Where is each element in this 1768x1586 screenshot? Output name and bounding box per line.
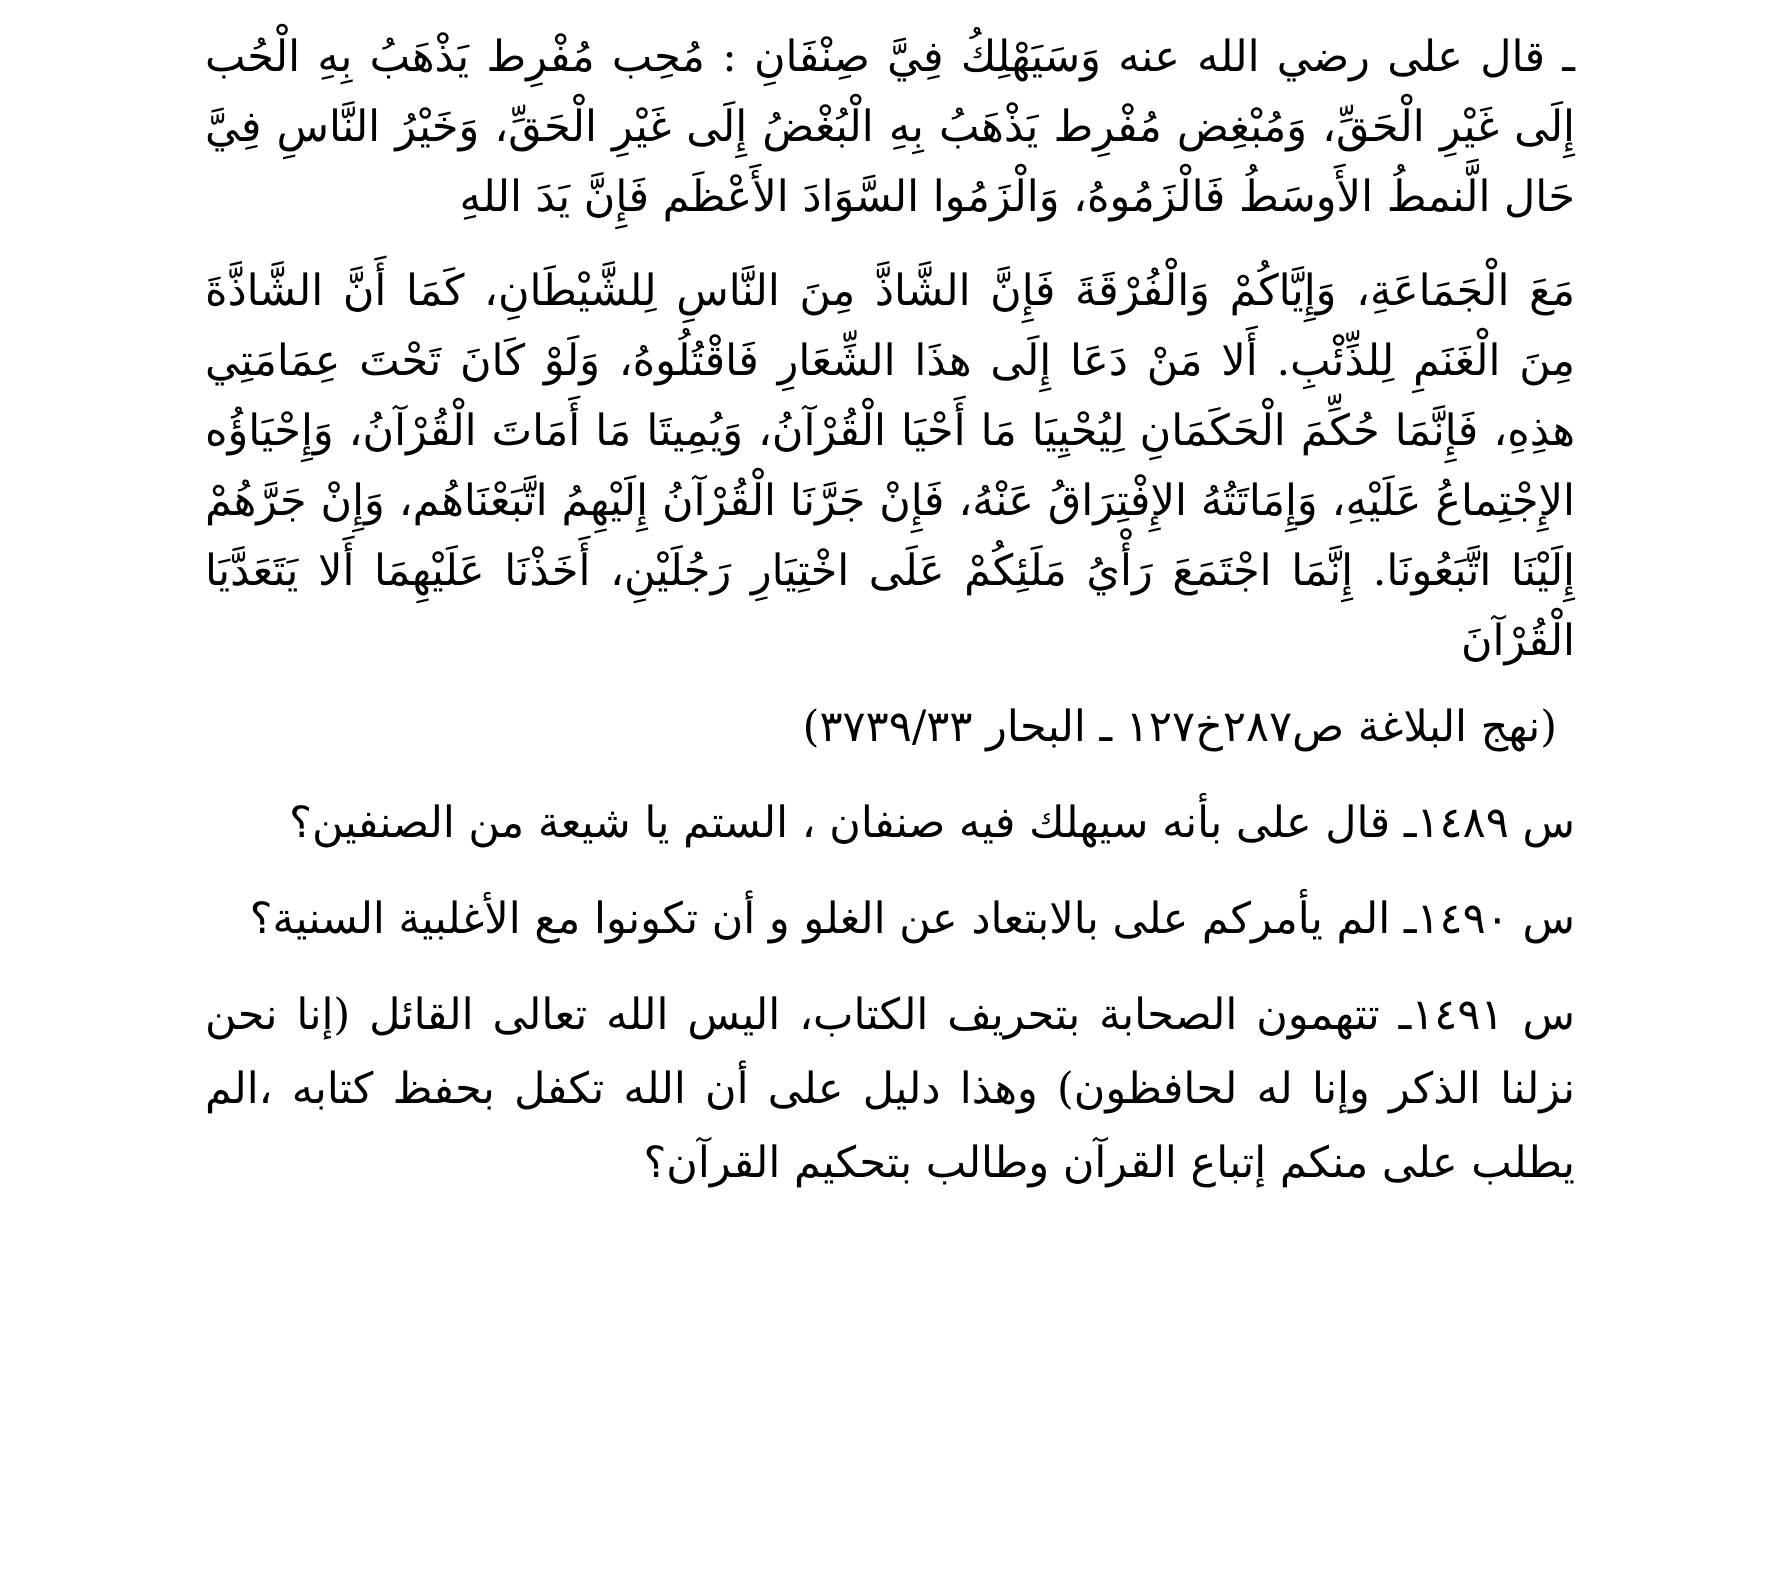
question-1491: س ١٤٩١ـ تتهمون الصحابة بتحريف الكتاب، اليس الله تعالى القائل (إنا نحن نزلنا الذكر وإنا له لحافظون) وهذا دليل على أن الله تكفل بحفظ كتابه ،الم يطلب على منكم إتباع القرآن وطالب بتحكيم القرآن؟ [205, 990, 1575, 1188]
source-reference: (نهج البلاغة ص٢٨٧خ١٢٧ ـ البحار ٣٧٣٩/٣٣) [802, 702, 1557, 752]
quote-paragraph-2: مَعَ الْجَمَاعَةِ، وَإِيَّاكُمْ وَالْفُرْقَةَ فَإِنَّ الشَّاذَّ مِنَ النَّاسِ لِلشَّيْطَانِ، كَمَا أَنَّ الشَّاذَّةَ مِنَ الْغَنَمِ لِلذِّئْبِ. أَلا مَنْ دَعَا إِلَى هذَا الشِّعَارِ فَاقْتُلُوهُ، وَلَوْ كَانَ تَحْتَ عِمَامَتِي هذِهِ، فَإِنَّمَا حُكِّمَ الْحَكَمَانِ لِيُحْيِيَا مَا أَحْيَا الْقُرْآنُ، وَيُمِيتَا مَا أَمَاتَ الْقُرْآنُ، وَإِحْيَاؤُه الإِجْتِماعُ عَلَيْهِ، وَإِمَاتَتُهُ الإِفْتِرَاقُ عَنْهُ، فَإِنْ جَرَّنَا الْقُرْآنُ إِلَيْهِمُ اتَّبَعْنَاهُم، وَإِنْ جَرَّهُمْ إِلَيْنَا اتَّبَعُونَا. إِنَّمَا اجْتَمَعَ رَأْيُ مَلَئِكُمْ عَلَى اخْتِيَارِ رَجُلَيْنِ، أَخَذْنَا عَلَيْهِمَا أَلا يَتَعَدَّيَا الْقُرْآنَ [205, 266, 1575, 666]
question-1489: س ١٤٨٩ـ قال على بأنه سيهلك فيه صنفان ، الستم يا شيعة من الصنفين؟ [289, 798, 1575, 848]
question-1490: س ١٤٩٠ـ الم يأمركم على بالابتعاد عن الغلو و أن تكونوا مع الأغلبية السنية؟ [249, 894, 1575, 944]
quote-paragraph-1: ـ قال على رضي الله عنه وَسَيَهْلِكُ فِيَّ صِنْفَانِ : مُحِب مُفْرِط يَذْهَبُ بِهِ الْحُب إِلَى غَيْرِ الْحَقِّ، وَمُبْغِض مُفْرِط يَذْهَبُ بِهِ الْبُغْضُ إِلَى غَيْرِ الْحَقِّ، وَخَيْرُ النَّاسِ فِيَّ حَال الَّنمطُ الأَوسَطُ فَالْزَمُوهُ، وَالْزَمُوا السَّوَادَ الأَعْظَم فَإِنَّ يَدَ اللهِ [205, 32, 1575, 222]
document-page [205, 22, 1575, 1222]
